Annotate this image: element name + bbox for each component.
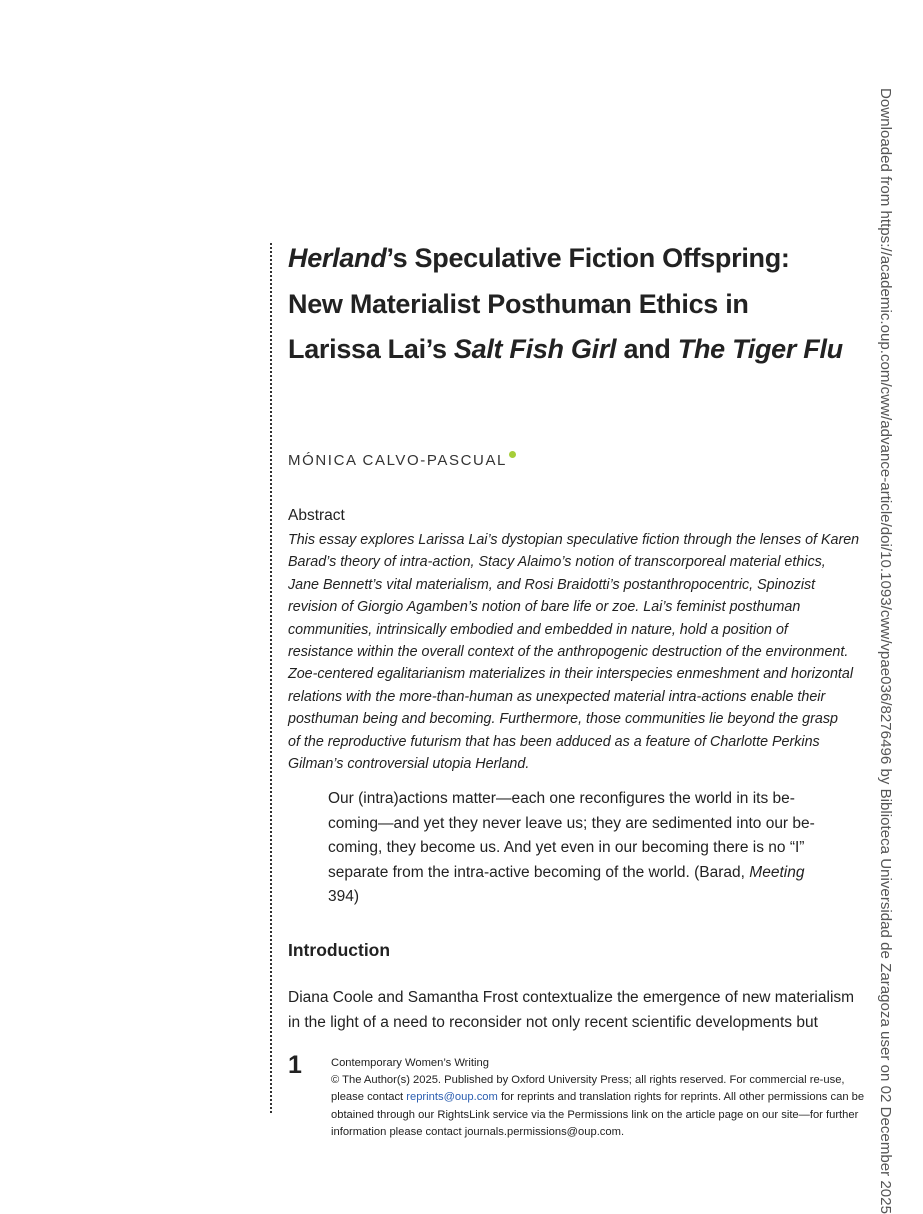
abstract-line: of the reproductive futurism that has been adduced as a feature of Charlotte Perkins xyxy=(288,733,820,750)
abstract-line: resistance within the overall context of the anthropogenic destruction of the environment. xyxy=(288,644,849,661)
abstract-line: relations with the more-than-human as unexpected material intra-actions enable their xyxy=(288,688,826,705)
epigraph-citation-title: Meeting xyxy=(749,863,805,881)
abstract-line: posthuman being and becoming. Furthermore, those communities lie beyond the grasp xyxy=(288,711,838,728)
footer-line-3-b: for reprints and translation rights for reprints. All other permissions can be xyxy=(497,1091,865,1104)
footer-copyright xyxy=(331,1055,871,1141)
author-name-text: MÓNICA CALVO-PASCUAL xyxy=(288,452,507,469)
epigraph-line xyxy=(328,861,868,886)
title-italic-tiger-flu: The Tiger Flu xyxy=(677,334,843,364)
article-title xyxy=(288,236,888,373)
introduction-body xyxy=(288,986,868,1035)
reprints-email-link[interactable]: reprints@oup.com xyxy=(406,1091,498,1104)
introduction-line: Diana Coole and Samantha Frost contextualize the emergence of new materialism xyxy=(288,989,855,1006)
abstract-line: Zoe-centered egalitarianism materializes in their interspecies enmeshment and horizontal xyxy=(288,666,854,683)
title-line-1-rest: ’s Speculative Fiction Offspring: xyxy=(386,243,790,273)
title-italic-herland: Herland xyxy=(288,243,387,273)
title-line-3-b: and xyxy=(616,334,678,364)
abstract-line: revision of Giorgio Agamben’s notion of bare life or zoe. Lai’s feminist posthuman xyxy=(288,599,801,616)
download-watermark: Downloaded from https://academic.oup.com/cww/advance-article/doi/10.1093/cww/vpae036/8276496 by Biblioteca Universidad de Zaragoza user on 02 December 2025 xyxy=(877,88,894,1214)
footer-journal-name: Contemporary Women’s Writing xyxy=(331,1057,489,1069)
orcid-icon[interactable] xyxy=(509,451,516,458)
epigraph-line: coming—and yet they never leave us; they are sedimented into our be- xyxy=(328,814,815,832)
epigraph-line-4-text: separate from the intra-active becoming of the world. (Barad, xyxy=(328,863,750,881)
footer-line: information please contact journals.permissions@oup.com. xyxy=(331,1125,625,1138)
footer-line: obtained through our RightsLink service via the Permissions link on the article page on our site—for further xyxy=(331,1108,859,1121)
page-number: 1 xyxy=(288,1051,302,1079)
epigraph-line: 394) xyxy=(328,888,360,905)
abstract-line: This essay explores Larissa Lai’s dystopian speculative fiction through the lenses of Karen xyxy=(288,532,860,548)
abstract-body xyxy=(288,529,888,775)
author-name xyxy=(288,451,516,469)
footer-line-3-a: please contact xyxy=(331,1091,407,1104)
introduction-heading: Introduction xyxy=(288,940,391,960)
abstract-line: communities, intrinsically embodied and embedded in nature, hold a position of xyxy=(288,621,788,638)
epigraph-line: coming, they become us. And yet even in our becoming there is no “I” xyxy=(328,839,805,856)
footer-line: © The Author(s) 2025. Published by Oxford University Press; all rights reserved. For commercial re-use, xyxy=(331,1074,845,1087)
introduction-line: in the light of a need to reconsider not only recent scientific developments but xyxy=(288,1013,818,1031)
title-italic-salt-fish-girl: Salt Fish Girl xyxy=(453,334,617,364)
epigraph-line: Our (intra)actions matter—each one reconfigures the world in its be- xyxy=(328,790,795,807)
abstract-line: Barad’s theory of intra-action, Stacy Alaimo’s notion of transcorporeal material ethics, xyxy=(288,554,826,571)
abstract-line: Jane Bennett’s vital materialism, and Rosi Braidotti’s postanthropocentric, Spinozist xyxy=(288,576,816,593)
title-line-3 xyxy=(288,327,888,373)
epigraph-quote xyxy=(328,787,868,910)
title-line-3-a: Larissa Lai’s xyxy=(288,334,454,364)
title-line-2: New Materialist Posthuman Ethics in xyxy=(288,288,749,319)
abstract-line: Gilman’s controversial utopia Herland. xyxy=(288,756,530,773)
abstract-heading: Abstract xyxy=(288,507,345,524)
margin-dotted-rule xyxy=(270,243,272,1113)
footer-line xyxy=(331,1089,871,1106)
title-line-1 xyxy=(288,236,888,282)
